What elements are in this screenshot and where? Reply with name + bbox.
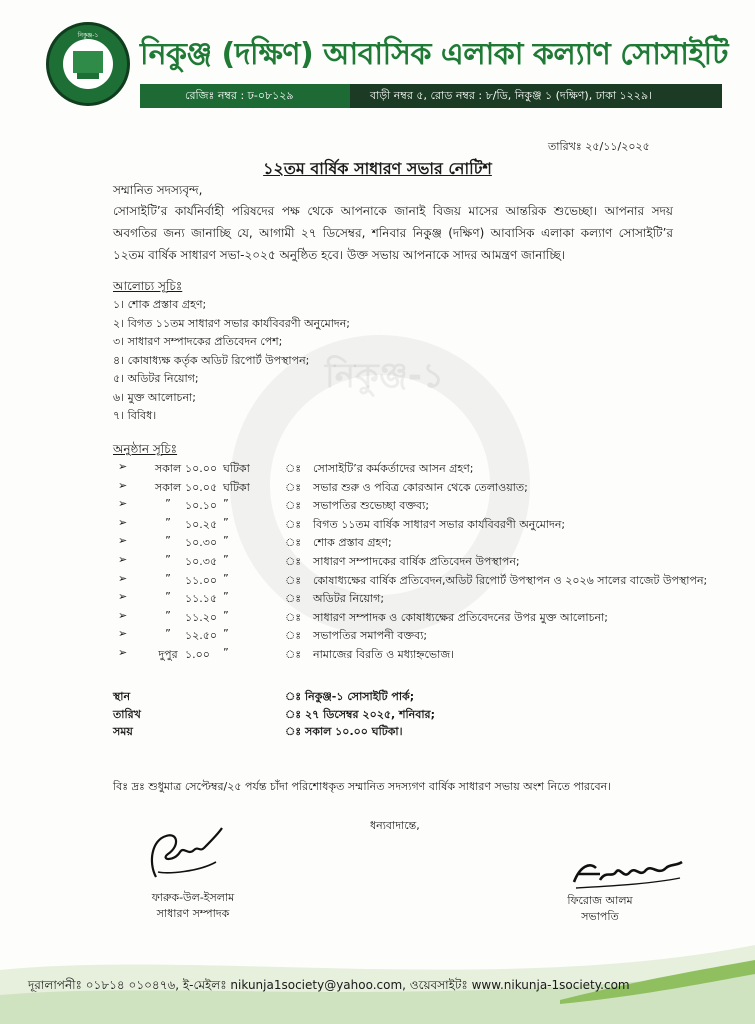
notice-date: তারিখঃ ২৫/১১/২০২৫ (548, 140, 650, 153)
schedule-arrow-icon: ➢ (118, 552, 128, 566)
schedule-row (113, 589, 743, 608)
schedule-item: অডিটর নিয়োগ; (313, 592, 385, 606)
schedule-separator: ঃ (285, 629, 302, 643)
schedule-arrow-icon: ➢ (118, 515, 128, 529)
schedule-unit: ঘটিকা (223, 462, 250, 475)
schedule-row (113, 626, 743, 645)
notice-body: সোসাইটি’র কার্যনির্বাহী পরিষদের পক্ষ থেকে আপনাকে জানাই বিজয় মাসের আন্তরিক শুভেচ্ছা। আপনার সদয় অবগতির জন্য জানাচ্ছি যে, আগামী ২৭ ডিসেম্বর, শনিবার নিকুঞ্জ (দক্ষিণ) আবাসিক এলাকা কল্যাণ সোসাইটি’র ১২তম বার্ষিক সাধারণ সভা-২০২৫ অনুষ্ঠিত হবে। উক্ত সভায় আপনাকে সাদর আমন্ত্রণ জানাচ্ছি। (113, 204, 673, 262)
schedule-period: ” (165, 497, 171, 511)
schedule-time: ১.০০ (185, 647, 210, 661)
organization-name: নিকুঞ্জ (দক্ষিণ) আবাসিক এলাকা কল্যাণ সোসাইটি (140, 37, 729, 72)
schedule-arrow-icon: ➢ (118, 590, 128, 604)
schedule-separator: ঃ (285, 610, 302, 624)
society-address: বাড়ী নম্বর ৫, রোড নম্বর : ৮/ডি, নিকুঞ্জ ১ (দক্ষিণ), ঢাকা ১২২৯। (370, 89, 653, 102)
secretary-signature (138, 822, 228, 887)
info-value: ঃ নিকুঞ্জ-১ সোসাইটি পার্ক; (285, 690, 415, 703)
schedule-separator: ঃ (285, 536, 302, 550)
watermark-text: নিকুঞ্জ-১ (325, 356, 445, 396)
schedule-separator: ঃ (285, 647, 302, 661)
schedule-arrow-icon: ➢ (118, 460, 128, 473)
schedule-row (113, 459, 743, 478)
president-name: ফিরোজ আলম (567, 894, 633, 907)
schedule-row (113, 533, 743, 552)
agenda-item: ৩। সাধারণ সম্পাদকের প্রতিবেদন পেশ; (113, 335, 283, 348)
agenda-item: ২। বিগত ১১তম সাধারণ সভার কার্যবিবরণী অনুমোদন; (113, 316, 350, 330)
schedule-row (113, 552, 743, 571)
schedule-period: দুপুর (158, 647, 178, 661)
schedule-time: ১০.৩৫ (185, 554, 218, 568)
schedule-row (113, 608, 743, 627)
schedule-unit: ” (223, 552, 229, 566)
schedule-row (113, 571, 743, 590)
schedule-arrow-icon: ➢ (118, 497, 128, 511)
info-label: তারিখ (113, 707, 141, 721)
info-row-venue (113, 688, 513, 706)
schedule-arrow-icon: ➢ (118, 627, 128, 641)
schedule-unit: ” (223, 497, 229, 511)
schedule-period: ” (165, 552, 171, 566)
schedule-item: বিগত ১১তম বার্ষিক সাধারণ সভার কার্যবিবরণী অনুমোদন; (313, 517, 566, 531)
schedule-separator: ঃ (285, 517, 302, 531)
schedule-period: ” (165, 627, 171, 641)
president-title: সভাপতি (581, 910, 619, 923)
schedule-unit: ” (223, 515, 229, 529)
agenda-item: ৫। অডিটর নিয়োগ; (113, 372, 199, 385)
notice-title: ১২তম বার্ষিক সাধারণ সভার নোটিশ (263, 159, 492, 178)
agenda-item: ১। শোক প্রস্তাব গ্রহণ; (113, 298, 207, 311)
schedule-item: সভাপতির সমাপনী বক্তব্য; (313, 629, 428, 643)
schedule-arrow-icon: ➢ (118, 534, 128, 548)
schedule-period: ” (165, 590, 171, 604)
schedule-unit: ” (223, 590, 229, 604)
schedule-unit: ” (223, 608, 229, 622)
schedule-time: ১০.০৫ (185, 480, 218, 494)
schedule-arrow-icon: ➢ (118, 645, 128, 659)
agenda-heading: আলোচ্য সূচিঃ (113, 279, 183, 293)
schedule-separator: ঃ (285, 499, 302, 513)
schedule-time: ১২.৫০ (185, 629, 218, 643)
schedule-period: সকাল (154, 480, 182, 494)
schedule-time: ১১.০০ (185, 573, 218, 587)
schedule-row (113, 515, 743, 534)
schedule-arrow-icon: ➢ (118, 571, 128, 585)
schedule-item: সাধারণ সম্পাদক ও কোষাধ্যক্ষের প্রতিবেদনের উপর মুক্ত আলোচনা; (313, 610, 608, 624)
logo-text: নিকুঞ্জ-১ (77, 32, 99, 39)
schedule-item: সভার শুরু ও পবিত্র কোরআন থেকে তেলাওয়াত; (313, 480, 528, 494)
schedule-period: ” (165, 534, 171, 548)
secretary-block (113, 890, 273, 922)
schedule-item: সভাপতির শুভেচ্ছা বক্তব্য; (313, 499, 430, 513)
secretary-title: সাধারণ সম্পাদক (156, 907, 230, 920)
info-value: ঃ ২৭ ডিসেম্বর ২০২৫, শনিবার; (285, 707, 436, 721)
secretary-name: ফারুক-উল-ইসলাম (151, 891, 235, 904)
schedule-unit: ঘটিকা (223, 480, 250, 494)
president-signature (570, 856, 685, 892)
schedule-period: সকাল (154, 462, 182, 475)
schedule-time: ১০.১০ (185, 499, 218, 513)
agenda-item: ৬। মুক্ত আলোচনা; (113, 390, 196, 404)
schedule-separator: ঃ (285, 573, 302, 587)
info-row-time (113, 723, 513, 741)
info-row-date (113, 706, 513, 724)
schedule-period: ” (165, 571, 171, 585)
society-logo (46, 22, 130, 106)
salutation: সম্মানিত সদস্যবৃন্দ, (113, 183, 203, 197)
schedule-time: ১০.৩০ (185, 536, 218, 550)
schedule-heading: অনুষ্ঠান সূচিঃ (113, 442, 178, 456)
schedule-item: নামাজের বিরতি ও মধ্যাহ্নভোজ। (313, 647, 455, 661)
schedule-item: কোষাধ্যক্ষের বার্ষিক প্রতিবেদন,অডিট রিপোর্ট উপস্থাপন ও ২০২৬ সালের বাজেট উপস্থাপন; (313, 573, 708, 587)
schedule-unit: ” (223, 571, 229, 585)
info-label: স্থান (113, 690, 131, 703)
info-label: সময় (113, 725, 133, 738)
schedule-period: ” (165, 515, 171, 529)
logo-emblem (63, 39, 113, 89)
agenda-item: ৭। বিবিধ। (113, 409, 157, 422)
schedule-time: ১০.০০ (185, 462, 218, 475)
schedule-separator: ঃ (285, 554, 302, 568)
schedule-period: ” (165, 608, 171, 622)
schedule-unit: ” (223, 534, 229, 548)
info-value: ঃ সকাল ১০.০০ ঘটিকা। (285, 725, 403, 738)
schedule-time: ১১.২০ (185, 610, 218, 624)
schedule-arrow-icon: ➢ (118, 608, 128, 622)
schedule-separator: ঃ (285, 462, 302, 475)
schedule-unit: ” (223, 645, 229, 659)
schedule-separator: ঃ (285, 592, 302, 606)
schedule-item: সাধারণ সম্পাদকের বার্ষিক প্রতিবেদন উপস্থাপন; (313, 554, 520, 568)
event-info (113, 688, 513, 741)
schedule-time: ১১.১৫ (185, 592, 218, 606)
eligibility-note: বিঃ দ্রঃ শুধুমাত্র সেপ্টেম্বর/২৫ পর্যন্ত চাঁদা পরিশোধকৃত সম্মানিত সদস্যগণ বার্ষিক সাধারণ সভায় অংশ নিতে পারবেন। (113, 780, 612, 793)
schedule-table (113, 459, 743, 664)
schedule-row (113, 478, 743, 497)
agenda-item: ৪। কোষাধ্যক্ষ কর্তৃক অডিট রিপোর্ট উপস্থাপন; (113, 353, 310, 367)
schedule-unit: ” (223, 627, 229, 641)
schedule-row (113, 645, 743, 664)
agenda-list (113, 296, 350, 426)
schedule-time: ১০.২৫ (185, 517, 218, 531)
schedule-separator: ঃ (285, 480, 302, 494)
schedule-item: শোক প্রস্তাব গ্রহণ; (313, 536, 392, 550)
closing-text: ধন্যবাদান্তে, (370, 819, 420, 832)
president-block (520, 893, 680, 925)
registration-number: রেজিঃ নম্বর : ঢ-০৮১২৯ (185, 89, 294, 102)
schedule-arrow-icon: ➢ (118, 478, 128, 492)
schedule-row (113, 496, 743, 515)
contact-footer: দূরালাপনীঃ ০১৮১৪ ০১০৪৭৬, ই-মেইলঃ nikunja1society@yahoo.com, ওয়েবসাইটঃ www.nikunja-1society.com (28, 978, 630, 992)
schedule-item: সোসাইটি’র কর্মকর্তাদের আসন গ্রহণ; (313, 462, 474, 475)
